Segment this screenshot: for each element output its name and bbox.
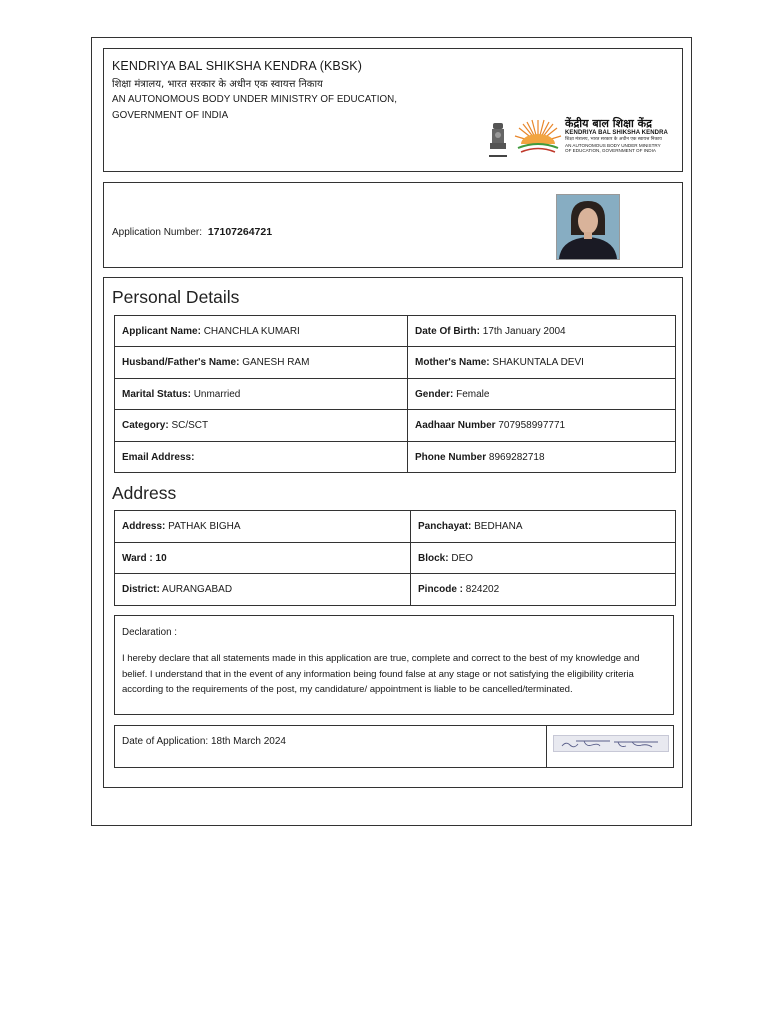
declaration-text: I hereby declare that all statements made in this application are true, complete and correct to the best of my knowledge and belief. I understand that in the event of any information being found false at any stage or not satisfying the eligibility criteria according to the requirements of the post, my candidature/ appointment is liable to be cancelled/terminated.	[122, 653, 640, 696]
table-cell	[115, 543, 411, 574]
application-number-value: 17107264721	[207, 226, 273, 238]
field-label: Aadhaar Number	[415, 420, 496, 431]
date-of-application: Date of Application: 18th March 2024	[122, 736, 286, 747]
table-cell	[115, 347, 408, 379]
table-cell	[408, 379, 676, 410]
personal-details-table	[114, 315, 676, 473]
date-signature-box	[114, 725, 674, 768]
field-label: Phone Number	[415, 451, 487, 463]
table-cell	[408, 316, 676, 347]
table-row	[115, 543, 676, 574]
field-label: Block:	[418, 552, 449, 564]
field-label: Husband/Father's Name:	[122, 357, 240, 368]
applicant-photo-image	[557, 195, 619, 259]
applicant-signature	[553, 735, 669, 752]
declaration-box	[114, 615, 674, 715]
org-hindi-subtitle: शिक्षा मंत्रालय, भारत सरकार के अधीन एक स्वायत्त निकाय	[112, 79, 323, 90]
field-value: 824202	[465, 584, 500, 595]
field-value: AURANGABAD	[162, 584, 233, 595]
field-value: 707958997771	[498, 420, 566, 431]
field-value: PATHAK BIGHA	[168, 521, 241, 532]
details-box	[103, 277, 683, 788]
address-heading: Address	[112, 483, 177, 503]
field-label: Gender:	[415, 388, 454, 400]
address-table	[114, 510, 676, 606]
table-row	[115, 511, 676, 543]
field-label: Email Address:	[122, 451, 195, 463]
field-value: 17th January 2004	[482, 325, 566, 337]
header-logos	[485, 115, 680, 167]
personal-details-heading: Personal Details	[112, 287, 240, 307]
org-description-line-1: AN AUTONOMOUS BODY UNDER MINISTRY OF EDUCATION,	[112, 94, 398, 105]
field-label: Pincode :	[418, 584, 464, 595]
table-row	[115, 442, 676, 473]
application-box	[103, 182, 683, 268]
field-label: Ward : 10	[122, 552, 167, 564]
field-value: SC/SCT	[171, 420, 209, 431]
table-row	[115, 347, 676, 379]
table-cell	[408, 442, 676, 473]
field-value: CHANCHLA KUMARI	[203, 325, 300, 337]
field-label: Marital Status:	[122, 388, 191, 400]
application-number-label: Application Number:	[112, 227, 203, 238]
kbsk-logo-hindi-name: केंद्रीय बाल शिक्षा केंद्र	[565, 117, 652, 130]
table-cell	[115, 410, 408, 442]
field-label: Applicant Name:	[122, 325, 201, 337]
table-cell	[411, 511, 676, 543]
field-label: Address:	[122, 521, 166, 532]
table-row	[115, 316, 676, 347]
table-cell	[408, 410, 676, 442]
signature-image	[554, 736, 668, 751]
kbsk-sun-logo-icon	[513, 117, 563, 163]
declaration-title: Declaration :	[122, 627, 177, 638]
kbsk-logo-english-sub-2: OF EDUCATION, GOVERNMENT OF INDIA	[565, 147, 656, 153]
field-label: Panchayat:	[418, 521, 472, 532]
field-value: DEO	[451, 552, 474, 564]
table-cell	[115, 574, 411, 606]
table-cell	[408, 347, 676, 379]
header-box	[103, 48, 683, 172]
org-description-line-2: GOVERNMENT OF INDIA	[112, 110, 229, 121]
field-value: 8969282718	[488, 451, 545, 463]
national-emblem-icon	[487, 119, 509, 163]
kbsk-logo-english-sub-1: AN AUTONOMOUS BODY UNDER MINISTRY	[565, 142, 661, 148]
table-cell	[115, 316, 408, 347]
field-label: Mother's Name:	[415, 357, 490, 368]
document-frame	[91, 37, 692, 826]
field-label: Category:	[122, 420, 169, 431]
table-cell	[411, 543, 676, 574]
kbsk-logo-hindi-sub: शिक्षा मंत्रालय, भारत सरकार के अधीन एक स्वायत्त निकाय	[565, 137, 662, 142]
field-label: Date Of Birth:	[415, 325, 480, 337]
application-number-row	[112, 226, 272, 238]
field-label: District:	[122, 584, 160, 595]
table-row	[115, 574, 676, 606]
table-cell	[115, 442, 408, 473]
org-title: KENDRIYA BAL SHIKSHA KENDRA (KBSK)	[112, 59, 363, 73]
table-cell	[115, 511, 411, 543]
field-value: SHAKUNTALA DEVI	[492, 357, 584, 368]
applicant-photo	[556, 194, 620, 260]
table-cell	[115, 379, 408, 410]
field-value: BEDHANA	[474, 521, 523, 532]
field-value: Unmarried	[193, 388, 241, 400]
table-cell	[411, 574, 676, 606]
field-value: Female	[456, 388, 490, 400]
kbsk-logo-english-name: KENDRIYA BAL SHIKSHA KENDRA	[565, 130, 668, 136]
table-row	[115, 379, 676, 410]
field-value: GANESH RAM	[242, 357, 310, 368]
signature-divider	[546, 726, 547, 767]
kbsk-logo-text	[565, 117, 680, 153]
table-row	[115, 410, 676, 442]
